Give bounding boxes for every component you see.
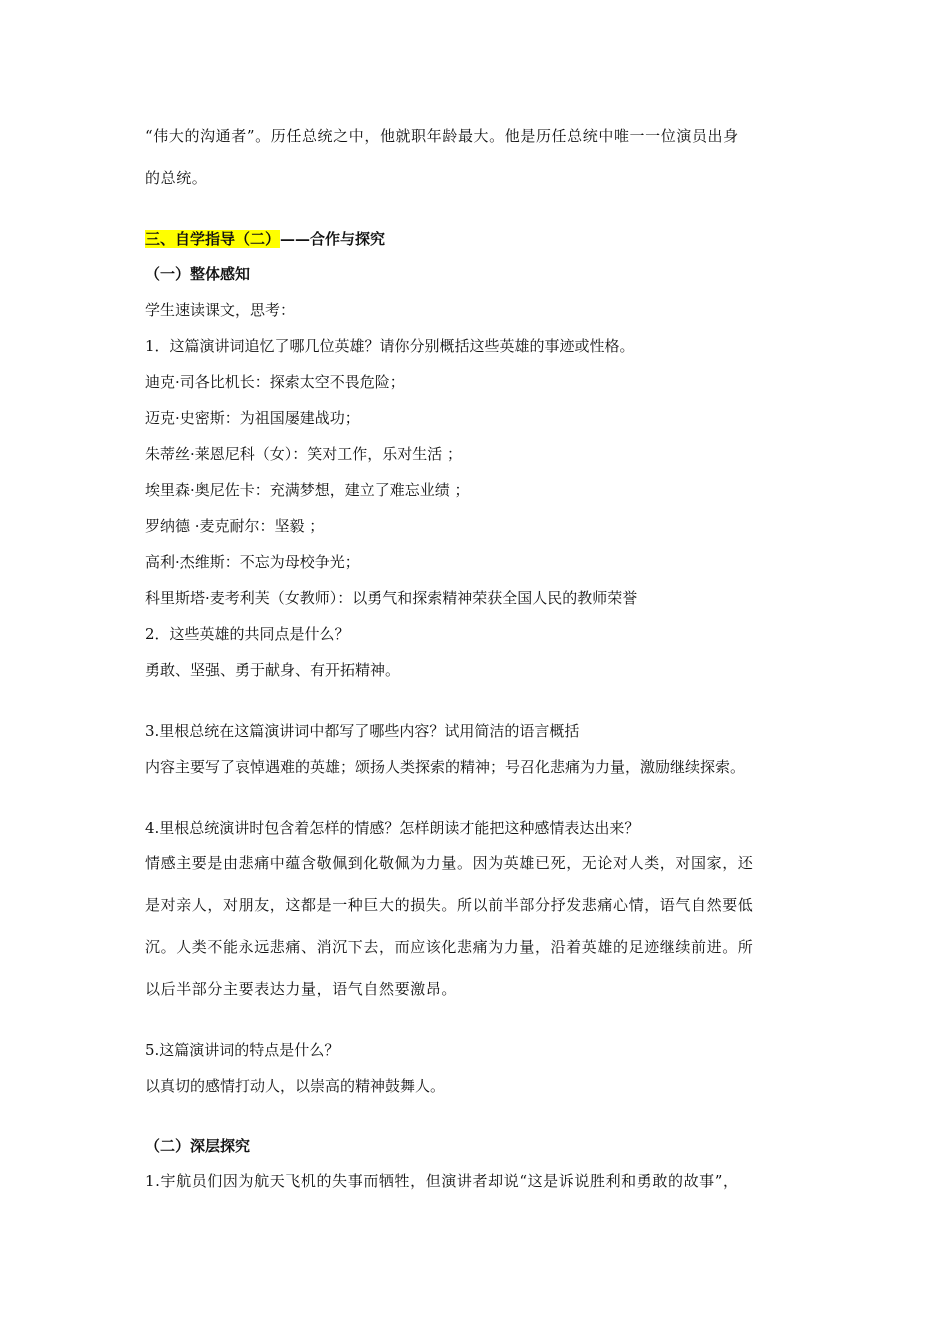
hero-item: 朱蒂丝·莱恩尼科（女）：笑对工作，乐对生活 ； xyxy=(145,445,463,463)
hero-item: 科里斯塔·麦考利芙（女教师）：以勇气和探索精神荣获全国人民的教师荣誉 xyxy=(145,589,638,607)
question-1: 1．这篇演讲词追忆了哪几位英雄？请你分别概括这些英雄的事迹或性格。 xyxy=(145,337,635,355)
section-heading-highlight: 三、自学指导（二） xyxy=(145,230,281,248)
answer-4-line: 以后半部分主要表达力量，语气自然要激昂。 xyxy=(145,980,458,998)
deep-question-1: 1.宇航员们因为航天飞机的失事而牺牲，但演讲者却说“这是诉说胜利和勇敢的故事”， xyxy=(145,1172,739,1190)
hero-item: 罗纳德 ·麦克耐尔：坚毅 ； xyxy=(145,517,325,535)
hero-item: 迪克·司各比机长：探索太空不畏危险； xyxy=(145,373,405,391)
intro-line-1: “伟大的沟通者”。历任总统之中，他就职年龄最大。他是历任总统中唯一一位演员出身 xyxy=(145,127,739,145)
answer-4-line: 沉。人类不能永远悲痛、消沉下去，而应该化悲痛为力量，沿着英雄的足迹继续前进。所 xyxy=(145,938,754,956)
answer-4-line: 是对亲人，对朋友，这都是一种巨大的损失。所以前半部分抒发悲痛心情，语气自然要低 xyxy=(145,896,754,914)
answer-4-line: 情感主要是由悲痛中蕴含敬佩到化敬佩为力量。因为英雄已死，无论对人类，对国家，还 xyxy=(145,854,754,872)
hero-item: 迈克·史密斯：为祖国屡建战功； xyxy=(145,409,360,427)
hero-item: 埃里森·奥尼佐卡：充满梦想，建立了难忘业绩 ； xyxy=(145,481,470,499)
intro-line-2: 的总统。 xyxy=(145,169,208,187)
question-4: 4.里根总统演讲时包含着怎样的情感？怎样朗读才能把这种感情表达出来？ xyxy=(145,819,640,837)
reading-prompt: 学生速读课文，思考： xyxy=(145,301,296,319)
question-5: 5.这篇演讲词的特点是什么？ xyxy=(145,1041,340,1059)
question-2: 2．这些英雄的共同点是什么？ xyxy=(145,625,350,643)
answer-3: 内容主要写了哀悼遇难的英雄；颂扬人类探索的精神；号召化悲痛为力量，激励继续探索。 xyxy=(145,758,746,776)
answer-5: 以真切的感情打动人，以崇高的精神鼓舞人。 xyxy=(145,1077,446,1095)
answer-2: 勇敢、坚强、勇于献身、有开拓精神。 xyxy=(145,661,401,679)
question-3: 3.里根总统在这篇演讲词中都写了哪些内容？试用简洁的语言概括 xyxy=(145,722,580,740)
section-heading-rest: ——合作与探究 xyxy=(280,230,386,248)
subheading-overall-perception: （一）整体感知 xyxy=(145,265,251,283)
section-heading xyxy=(145,229,385,249)
hero-item: 高利·杰维斯：不忘为母校争光； xyxy=(145,553,360,571)
subheading-deep-exploration: （二）深层探究 xyxy=(145,1137,251,1155)
